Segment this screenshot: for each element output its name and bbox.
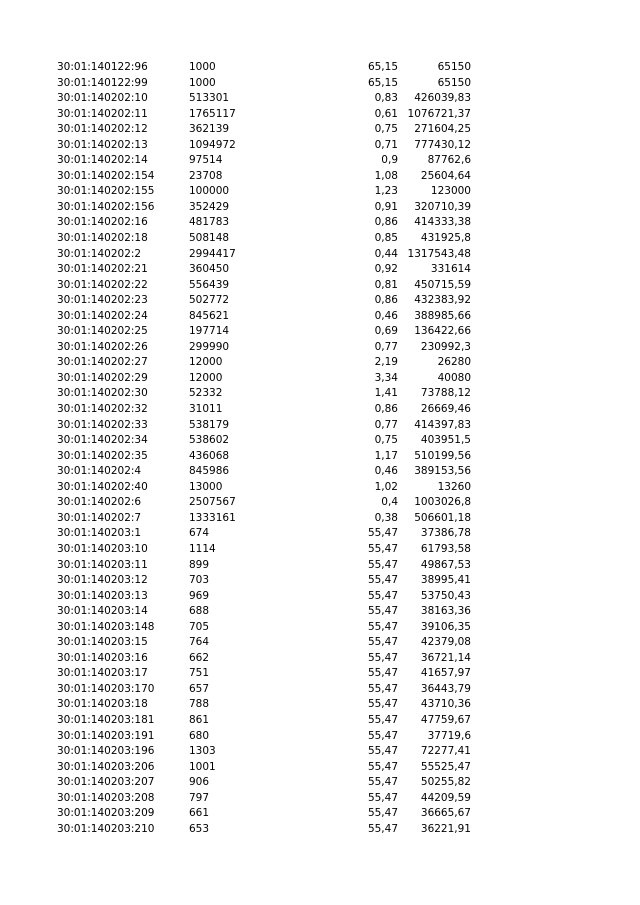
area-cell: 845986 [189, 465, 230, 478]
cadastral-number-cell: 30:01:140203:14 [57, 605, 148, 618]
area-cell: 299990 [189, 340, 230, 353]
rate-cell: 3,34 [374, 371, 398, 384]
value-cell: 26280 [437, 356, 471, 369]
value-cell: 36443,79 [420, 682, 471, 695]
area-cell: 12000 [189, 356, 223, 369]
area-cell: 352429 [189, 200, 230, 213]
area-cell: 13000 [189, 480, 223, 493]
value-cell: 55525,47 [420, 760, 471, 773]
cadastral-number-cell: 30:01:140202:33 [57, 418, 148, 431]
rate-cell: 0,46 [374, 465, 398, 478]
area-cell: 1114 [189, 542, 216, 555]
cadastral-number-cell: 30:01:140202:30 [57, 387, 148, 400]
cadastral-number-cell: 30:01:140203:11 [57, 558, 148, 571]
rate-cell: 0,83 [374, 92, 398, 105]
rate-cell: 55,47 [367, 698, 398, 711]
value-cell: 50255,82 [420, 776, 471, 789]
rate-cell: 0,92 [374, 263, 398, 276]
rate-cell: 55,47 [367, 651, 398, 664]
table-row [0, 138, 640, 154]
cadastral-number-cell: 30:01:140122:96 [57, 61, 148, 73]
rate-cell: 55,47 [367, 667, 398, 680]
rate-cell: 55,47 [367, 682, 398, 695]
cadastral-number-cell: 30:01:140202:156 [57, 200, 155, 213]
value-cell: 389153,56 [414, 465, 471, 478]
table-row [0, 558, 640, 574]
area-cell: 2994417 [189, 247, 236, 260]
value-cell: 26669,46 [420, 403, 471, 416]
area-cell: 797 [189, 791, 210, 804]
value-cell: 47759,67 [420, 713, 471, 726]
cadastral-number-cell: 30:01:140203:191 [57, 729, 155, 742]
area-cell: 662 [189, 651, 210, 664]
rate-cell: 0,4 [381, 496, 398, 509]
rate-cell: 0,9 [381, 154, 398, 167]
cadastral-number-cell: 30:01:140202:2 [57, 247, 142, 260]
table-row [0, 651, 640, 667]
value-cell: 44209,59 [420, 791, 471, 804]
value-cell: 39106,35 [420, 620, 471, 633]
rate-cell: 55,47 [367, 527, 398, 540]
area-cell: 23708 [189, 169, 223, 182]
cadastral-number-cell: 30:01:140202:155 [57, 185, 155, 198]
area-cell: 508148 [189, 232, 230, 245]
area-cell: 1001 [189, 760, 216, 773]
cadastral-number-cell: 30:01:140202:7 [57, 511, 142, 524]
table-row [0, 464, 640, 480]
value-cell: 36221,91 [420, 822, 471, 835]
area-cell: 969 [189, 589, 210, 602]
area-cell: 2507567 [189, 496, 236, 509]
cadastral-number-cell: 30:01:140203:12 [57, 574, 148, 587]
value-cell: 72277,41 [420, 745, 471, 758]
rate-cell: 55,47 [367, 713, 398, 726]
area-cell: 31011 [189, 403, 223, 416]
area-cell: 906 [189, 776, 210, 789]
area-cell: 764 [189, 636, 210, 649]
value-cell: 38163,36 [420, 605, 471, 618]
table-row [0, 449, 640, 465]
cadastral-number-cell: 30:01:140202:18 [57, 232, 148, 245]
table-row [0, 682, 640, 698]
value-cell: 40080 [437, 371, 471, 384]
value-cell: 426039,83 [414, 92, 471, 105]
value-cell: 87762,6 [427, 154, 471, 167]
cadastral-number-cell: 30:01:140203:1 [57, 527, 142, 540]
rate-cell: 0,77 [374, 340, 398, 353]
area-cell: 97514 [189, 154, 223, 167]
cadastral-number-cell: 30:01:140203:210 [57, 822, 155, 835]
rate-cell: 0,46 [374, 309, 398, 322]
table-row [0, 418, 640, 434]
table-row [0, 293, 640, 309]
table-row [0, 76, 640, 92]
rate-cell: 55,47 [367, 822, 398, 835]
value-cell: 388985,66 [414, 309, 471, 322]
cadastral-number-cell: 30:01:140203:209 [57, 807, 155, 820]
area-cell: 513301 [189, 92, 230, 105]
cadastral-number-cell: 30:01:140203:18 [57, 698, 148, 711]
table-row [0, 526, 640, 542]
table-row [0, 247, 640, 263]
value-cell: 53750,43 [420, 589, 471, 602]
cadastral-number-cell: 30:01:140203:13 [57, 589, 148, 602]
area-cell: 1765117 [189, 107, 236, 120]
value-cell: 42379,08 [420, 636, 471, 649]
table-row [0, 775, 640, 791]
rate-cell: 55,47 [367, 776, 398, 789]
area-cell: 12000 [189, 371, 223, 384]
table-row [0, 589, 640, 605]
value-cell: 65150 [437, 76, 471, 89]
value-cell: 506601,18 [414, 511, 471, 524]
cadastral-number-cell: 30:01:140202:154 [57, 169, 155, 182]
table-row [0, 355, 640, 371]
value-cell: 450715,59 [414, 278, 471, 291]
area-cell: 52332 [189, 387, 223, 400]
rate-cell: 1,41 [374, 387, 398, 400]
table-row [0, 402, 640, 418]
value-cell: 403951,5 [420, 434, 471, 447]
table-row [0, 744, 640, 760]
value-cell: 43710,36 [420, 698, 471, 711]
area-cell: 100000 [189, 185, 230, 198]
rate-cell: 55,47 [367, 729, 398, 742]
rate-cell: 0,69 [374, 325, 398, 338]
cadastral-number-cell: 30:01:140202:34 [57, 434, 148, 447]
table-row [0, 620, 640, 636]
table-row [0, 480, 640, 496]
rate-cell: 55,47 [367, 620, 398, 633]
area-cell: 688 [189, 605, 210, 618]
table-row [0, 760, 640, 776]
rate-cell: 0,85 [374, 232, 398, 245]
area-cell: 1303 [189, 745, 216, 758]
table-row [0, 806, 640, 822]
area-cell: 861 [189, 713, 210, 726]
table-row [0, 153, 640, 169]
cadastral-number-cell: 30:01:140202:16 [57, 216, 148, 229]
area-cell: 661 [189, 807, 210, 820]
value-cell: 36721,14 [420, 651, 471, 664]
table-row [0, 635, 640, 651]
area-cell: 1000 [189, 61, 216, 73]
cadastral-number-cell: 30:01:140202:11 [57, 107, 148, 120]
area-cell: 1000 [189, 76, 216, 89]
cadastral-number-cell: 30:01:140203:170 [57, 682, 155, 695]
rate-cell: 0,75 [374, 434, 398, 447]
rate-cell: 0,38 [374, 511, 398, 524]
cadastral-number-cell: 30:01:140203:208 [57, 791, 155, 804]
table-row [0, 231, 640, 247]
table-row [0, 200, 640, 216]
table-row [0, 542, 640, 558]
cadastral-number-cell: 30:01:140202:13 [57, 138, 148, 151]
area-cell: 680 [189, 729, 210, 742]
value-cell: 1003026,8 [414, 496, 471, 509]
rate-cell: 1,08 [374, 169, 398, 182]
area-cell: 1094972 [189, 138, 236, 151]
table-row [0, 511, 640, 527]
rate-cell: 1,02 [374, 480, 398, 493]
table-row [0, 91, 640, 107]
table-row [0, 791, 640, 807]
value-cell: 271604,25 [414, 123, 471, 136]
table-row [0, 713, 640, 729]
rate-cell: 55,47 [367, 589, 398, 602]
value-cell: 37386,78 [420, 527, 471, 540]
cadastral-number-cell: 30:01:140202:27 [57, 356, 148, 369]
area-cell: 538179 [189, 418, 230, 431]
rate-cell: 0,44 [374, 247, 398, 260]
rate-cell: 65,15 [367, 61, 398, 73]
value-cell: 49867,53 [420, 558, 471, 571]
value-cell: 73788,12 [420, 387, 471, 400]
area-cell: 481783 [189, 216, 230, 229]
data-table [0, 60, 640, 837]
table-row [0, 60, 640, 76]
rate-cell: 0,91 [374, 200, 398, 213]
rate-cell: 55,47 [367, 605, 398, 618]
value-cell: 414333,38 [414, 216, 471, 229]
rate-cell: 1,23 [374, 185, 398, 198]
rate-cell: 2,19 [374, 356, 398, 369]
cadastral-number-cell: 30:01:140202:10 [57, 92, 148, 105]
rate-cell: 0,86 [374, 403, 398, 416]
value-cell: 65150 [437, 61, 471, 73]
table-row [0, 278, 640, 294]
area-cell: 788 [189, 698, 210, 711]
rate-cell: 55,47 [367, 558, 398, 571]
area-cell: 657 [189, 682, 210, 695]
rate-cell: 0,75 [374, 123, 398, 136]
area-cell: 362139 [189, 123, 230, 136]
rate-cell: 65,15 [367, 76, 398, 89]
cadastral-number-cell: 30:01:140122:99 [57, 76, 148, 89]
cadastral-number-cell: 30:01:140202:29 [57, 371, 148, 384]
table-row [0, 184, 640, 200]
area-cell: 845621 [189, 309, 230, 322]
rate-cell: 0,71 [374, 138, 398, 151]
table-row [0, 122, 640, 138]
cadastral-number-cell: 30:01:140202:6 [57, 496, 142, 509]
table-row [0, 309, 640, 325]
cadastral-number-cell: 30:01:140203:148 [57, 620, 155, 633]
table-row [0, 697, 640, 713]
cadastral-number-cell: 30:01:140203:17 [57, 667, 148, 680]
cadastral-number-cell: 30:01:140202:26 [57, 340, 148, 353]
value-cell: 41657,97 [420, 667, 471, 680]
value-cell: 432383,92 [414, 294, 471, 307]
area-cell: 674 [189, 527, 210, 540]
rate-cell: 1,17 [374, 449, 398, 462]
value-cell: 123000 [430, 185, 471, 198]
cadastral-number-cell: 30:01:140203:206 [57, 760, 155, 773]
table-row [0, 666, 640, 682]
table-row [0, 324, 640, 340]
rate-cell: 55,47 [367, 791, 398, 804]
value-cell: 136422,66 [414, 325, 471, 338]
cadastral-number-cell: 30:01:140202:25 [57, 325, 148, 338]
table-row [0, 107, 640, 123]
cadastral-number-cell: 30:01:140202:24 [57, 309, 148, 322]
value-cell: 1076721,37 [407, 107, 471, 120]
cadastral-number-cell: 30:01:140203:16 [57, 651, 148, 664]
cadastral-number-cell: 30:01:140202:4 [57, 465, 142, 478]
cadastral-number-cell: 30:01:140203:15 [57, 636, 148, 649]
area-cell: 360450 [189, 263, 230, 276]
value-cell: 25604,64 [420, 169, 471, 182]
rate-cell: 55,47 [367, 745, 398, 758]
table-row [0, 215, 640, 231]
area-cell: 538602 [189, 434, 230, 447]
value-cell: 36665,67 [420, 807, 471, 820]
cadastral-number-cell: 30:01:140202:14 [57, 154, 148, 167]
area-cell: 899 [189, 558, 210, 571]
value-cell: 431925,8 [420, 232, 471, 245]
rate-cell: 0,86 [374, 216, 398, 229]
value-cell: 414397,83 [414, 418, 471, 431]
cadastral-number-cell: 30:01:140203:181 [57, 713, 155, 726]
table-row [0, 573, 640, 589]
value-cell: 777430,12 [414, 138, 471, 151]
value-cell: 331614 [430, 263, 471, 276]
area-cell: 703 [189, 574, 210, 587]
cadastral-number-cell: 30:01:140202:35 [57, 449, 148, 462]
rate-cell: 0,77 [374, 418, 398, 431]
cadastral-number-cell: 30:01:140202:32 [57, 403, 148, 416]
table-row [0, 371, 640, 387]
cadastral-number-cell: 30:01:140203:207 [57, 776, 155, 789]
cadastral-number-cell: 30:01:140202:22 [57, 278, 148, 291]
value-cell: 320710,39 [414, 200, 471, 213]
area-cell: 751 [189, 667, 210, 680]
cadastral-number-cell: 30:01:140202:40 [57, 480, 148, 493]
rate-cell: 0,86 [374, 294, 398, 307]
area-cell: 556439 [189, 278, 230, 291]
table-row [0, 433, 640, 449]
table-row [0, 262, 640, 278]
value-cell: 510199,56 [414, 449, 471, 462]
rate-cell: 55,47 [367, 807, 398, 820]
rate-cell: 0,81 [374, 278, 398, 291]
rate-cell: 55,47 [367, 542, 398, 555]
cadastral-number-cell: 30:01:140203:10 [57, 542, 148, 555]
area-cell: 653 [189, 822, 210, 835]
area-cell: 502772 [189, 294, 230, 307]
value-cell: 38995,41 [420, 574, 471, 587]
value-cell: 61793,58 [420, 542, 471, 555]
table-row [0, 495, 640, 511]
rate-cell: 55,47 [367, 760, 398, 773]
value-cell: 37719,6 [427, 729, 471, 742]
area-cell: 1333161 [189, 511, 236, 524]
table-row [0, 729, 640, 745]
value-cell: 1317543,48 [407, 247, 471, 260]
area-cell: 705 [189, 620, 210, 633]
value-cell: 230992,3 [420, 340, 471, 353]
cadastral-number-cell: 30:01:140202:23 [57, 294, 148, 307]
cadastral-number-cell: 30:01:140203:196 [57, 745, 155, 758]
rate-cell: 55,47 [367, 574, 398, 587]
rate-cell: 55,47 [367, 636, 398, 649]
rate-cell: 0,61 [374, 107, 398, 120]
table-row [0, 822, 640, 838]
table-row [0, 604, 640, 620]
area-cell: 436068 [189, 449, 230, 462]
table-row [0, 386, 640, 402]
cadastral-number-cell: 30:01:140202:12 [57, 123, 148, 136]
table-row [0, 169, 640, 185]
cadastral-number-cell: 30:01:140202:21 [57, 263, 148, 276]
value-cell: 13260 [437, 480, 471, 493]
table-row [0, 340, 640, 356]
area-cell: 197714 [189, 325, 230, 338]
